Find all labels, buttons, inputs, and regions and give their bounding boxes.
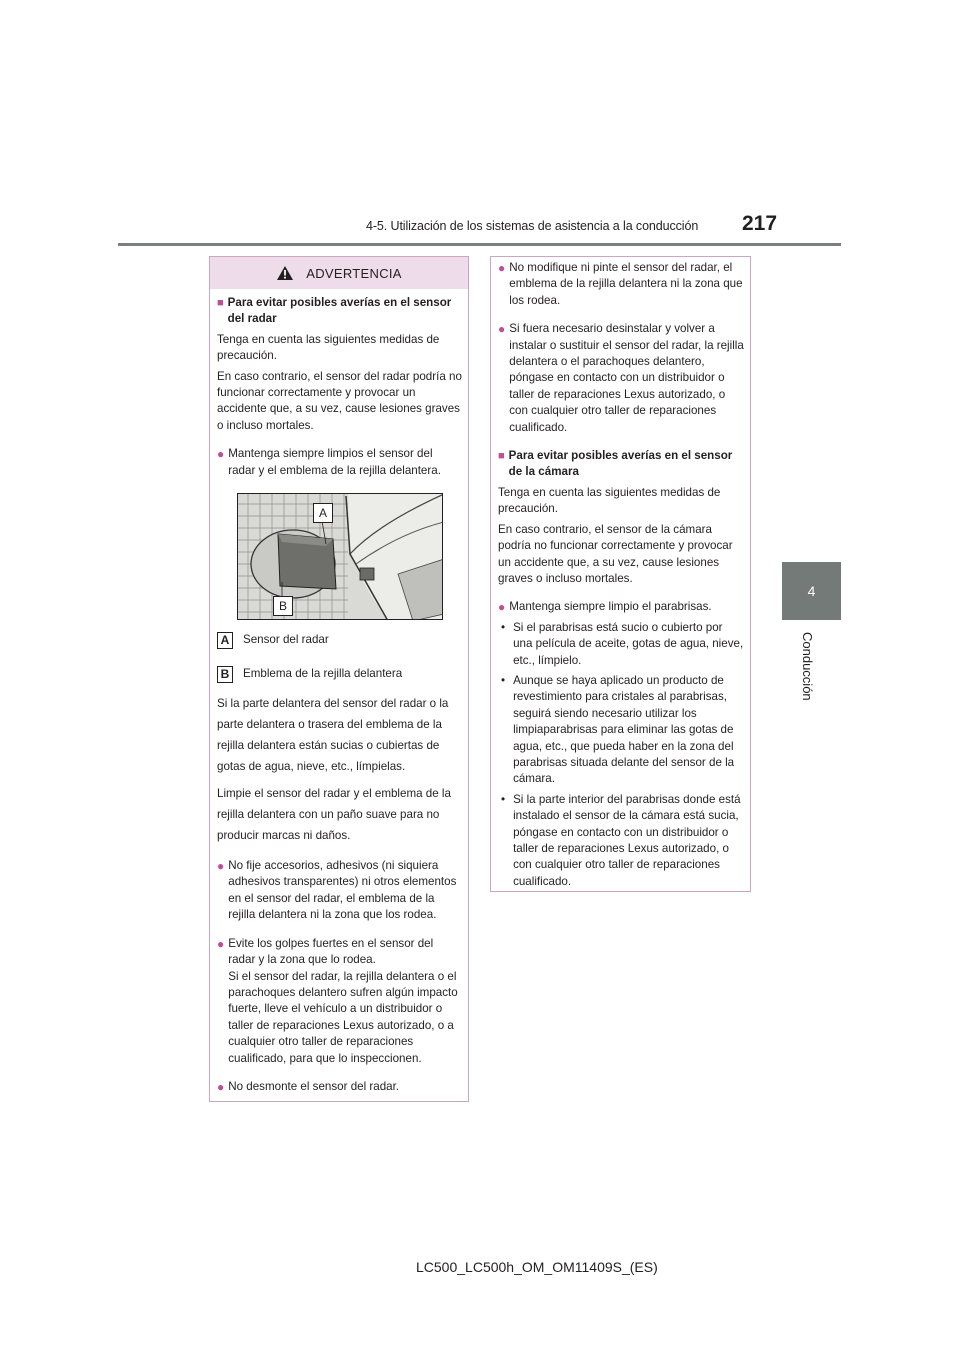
header-divider [118, 243, 841, 246]
list-item: ● Si fuera necesario desinstalar y volver a instalar o sustituir el sensor del radar, la rejilla delantera o el parachoques delantero, póngase en contacto con un distribuidor o taller de reparaciones Lexus autorizado, o con cualquier otro taller de reparaciones cualificado. [498, 321, 744, 436]
section-heading-camera: ■ Para evitar posibles averías en el sensor de la cámara [498, 448, 744, 481]
bullet-dot-icon: ● [498, 600, 506, 615]
chapter-label: Conducción [800, 632, 815, 701]
document-code: LC500_LC500h_OM_OM11409S_(ES) [416, 1259, 658, 1275]
warning-triangle-icon [276, 265, 294, 281]
bullet-dot-icon: ● [217, 447, 225, 462]
bullet-dot-icon: ● [498, 322, 506, 337]
callout-label-b: B [273, 596, 293, 616]
list-item: ● No desmonte el sensor del radar. [217, 1079, 400, 1094]
paragraph: Si la parte delantera del sensor del radar o la parte delantera o trasera del emblema de la rejilla delantera están sucias o cubiertas de gotas de agua, nieve, etc., límpielas. [217, 697, 449, 774]
warning-heading: ADVERTENCIA [306, 265, 402, 281]
bullet-dot-icon: ● [217, 1079, 225, 1094]
section-title: 4-5. Utilización de los sistemas de asistencia a la conducción [366, 219, 699, 233]
chapter-tab: 4 [782, 562, 841, 620]
callout-label-a: A [313, 503, 333, 523]
list-item: ● Mantenga siempre limpios el sensor del radar y el emblema de la rejilla delantera. [217, 446, 462, 479]
bullet-dot-icon: ● [217, 936, 225, 951]
sub-list-item: • Aunque se haya aplicado un producto de revestimiento para cristales al parabrisas, seguirá siendo necesario utilizar los limpiaparabrisas para eliminar las gotas de agua, etc., que pueda haber en la zona del parabrisas situada delante del sensor de la cámara. [501, 673, 735, 786]
car-front-drawing [238, 494, 443, 620]
list-item: ● No fije accesorios, adhesivos (ni siquiera adhesivos transparentes) ni otros elementos en el sensor del radar, el emblema de la rejilla delantera ni la zona que los rodea. [217, 858, 462, 924]
legend-item-b: B Emblema de la rejilla delantera [217, 666, 462, 683]
bullet-dot-icon: ● [217, 859, 225, 874]
sub-list-item: • Si el parabrisas está sucio o cubierto por una película de aceite, gotas de agua, nieve, etc., límpielo. [501, 620, 744, 667]
paragraph: En caso contrario, el sensor del radar podría no funcionar correctamente y provocar un accidente que, a su vez, cause lesiones graves o incluso mortales. [217, 369, 462, 432]
legend-badge-a: A [217, 632, 233, 649]
paragraph: En caso contrario, el sensor de la cámara podría no funcionar correctamente y provocar un accidente que, a su vez, cause lesiones graves o incluso mortales. [498, 522, 733, 585]
sub-list-item: • Si la parte interior del parabrisas donde está instalado el sensor de la cámara está sucia, póngase en contacto con un distribuidor o taller de reparaciones Lexus autorizado, o con cualquier otro taller de reparaciones cualificado. [501, 792, 741, 888]
warning-header [210, 257, 468, 289]
bullet-dot-icon: ● [498, 261, 506, 275]
radar-sensor-illustration [237, 493, 443, 620]
page-number: 217 [742, 212, 778, 235]
list-item: ● Mantenga siempre limpio el parabrisas. [498, 600, 712, 615]
paragraph: Tenga en cuenta las siguientes medidas de precaución. [498, 485, 721, 516]
square-bullet-icon: ■ [498, 450, 505, 463]
section-heading-radar: ■ Para evitar posibles averías en el sensor del radar [217, 295, 462, 328]
warning-box-right [490, 256, 751, 892]
legend-badge-b: B [217, 666, 233, 683]
square-bullet-icon: ■ [217, 297, 224, 309]
list-item: ● Evite los golpes fuertes en el sensor del radar y la zona que lo rodea. Si el sensor del radar, la rejilla delantera o el parachoques delantero sufren algún impacto fuerte, lleve el vehículo a un distribuidor o taller de reparaciones Lexus autorizado, o a cualquier otro taller de reparaciones cualificado, para que lo inspeccionen. [217, 936, 462, 1067]
paragraph: Limpie el sensor del radar y el emblema de la rejilla delantera con un paño suave para no producir marcas ni daños. [217, 787, 451, 843]
list-item: ● No modifique ni pinte el sensor del radar, el emblema de la rejilla delantera ni la zona que los rodea. [498, 260, 744, 309]
warning-box-left [209, 256, 469, 1102]
legend-item-a: A Sensor del radar [217, 632, 462, 649]
paragraph: Tenga en cuenta las siguientes medidas de precaución. [217, 332, 440, 363]
